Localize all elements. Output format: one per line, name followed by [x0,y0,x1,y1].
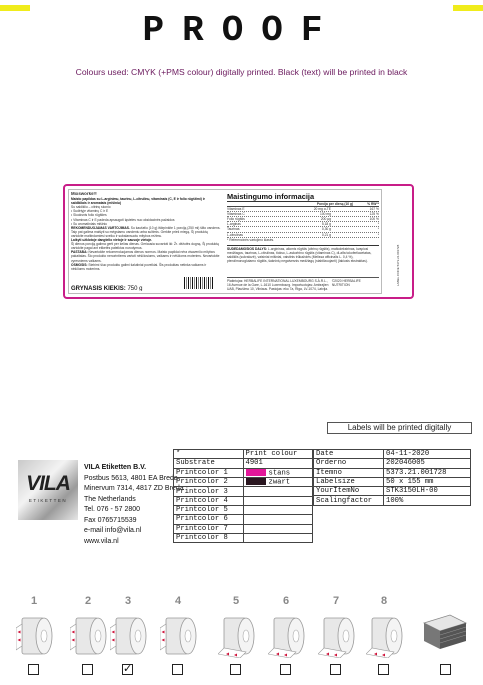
net-quantity [71,287,142,291]
order-info-value: 5373.21.001728 [384,468,471,477]
print-colour-header [174,450,313,459]
print-colour-value: 4901 [243,459,313,468]
label-bullet: • Su aromatiniais mišiniu [71,221,107,226]
print-colour-value [243,496,313,505]
print-colour-row [174,506,313,515]
sheet-stack-icon [420,609,468,653]
order-info-row [314,459,471,468]
ingredients [227,245,379,263]
proof-title: PROOF [142,10,341,51]
nutrition-pct: * [377,222,379,227]
osmolar-text: Stebimi šiuo produktu galimi šalutiniai poveikiai. Šis produktas netinka vaikams ir nėščioms moterims. [71,262,207,271]
nutrition-pct: 167 % [369,207,379,212]
vila-logo-text: VILA [26,472,70,495]
label-left-panel [71,192,221,291]
print-colour-value: zwart [243,478,313,487]
nutrition-footnote: * Referencinės vartojimo klasės. [227,237,275,242]
print-colour-value [243,524,313,533]
order-info-row [314,487,471,496]
roll-number: 7 [332,595,340,607]
roll-direction-selector [0,595,483,685]
order-info-row [314,496,471,505]
vila-logo-subtitle: ETIKETTEN [28,498,68,503]
roll-option-7[interactable] [312,595,360,685]
print-colour-value: stans [243,468,313,477]
print-colour-row [174,459,313,468]
roll-number: 1 [30,595,38,607]
ingredients-text: L-argininas, aliomis rūgštis (citrinų rūgštis), maltodekstrinas, kvapiosi medžiagos, taurinas, L-citrulinas, tiokso, L-askorbino rūgštis (vitaminas C), dl-alfa tokoferilacetatas, saldiklis (sukralozė), vaisiniai mišiniai, vaistinis trūkažolės (Melissa officinalis L. 0,4 %), pteroilmonoglutamo rūgštis, šakninių negaivesnis medžiagų (stabilizuojanti) (lakiusis ekstraktas). [227,246,372,264]
roll-number: 4 [174,595,182,607]
order-info-label: Orderno [314,459,384,468]
warn-heading: Laikyti užklotoje dangtelio vietoje ir sausoje vietoje. [71,238,153,243]
roll-checkbox[interactable] [330,664,341,675]
order-info-label: YourItemNo [314,487,384,496]
order-info-label: Itemno [314,468,384,477]
print-colour-row [174,524,313,533]
print-colour-row [174,468,313,477]
label-artwork [63,184,414,299]
nutrition-name: Folio rūgštis [227,217,245,222]
roll-option-8[interactable] [360,595,408,685]
address-right: ©2020 HERBALIFE NUTRITION [331,278,361,287]
print-colour-row [174,487,313,496]
print-colour-value [243,506,313,515]
company-line: Tel. 076 - 57 2800 [84,506,141,513]
label-bullet: • Vitaminas C ir E padeda apsaugoti ląsteles nuo oksidacinės pažaidos [71,217,175,222]
print-colour-value [243,515,313,524]
roll-number: 2 [84,595,92,607]
nutrition-pct: 125 % [369,212,379,217]
nutrition-amount: 200 μg [320,217,331,222]
roll-number: 6 [282,595,290,607]
print-colour-row [174,515,313,524]
dose-text: Su kaušeliu (10 g) ištirpinkite 1 porciją (250 ml) šilto vandens. Taip pat galima maišyti su mėgstamu vandeniu arba sultimis. Gerkite prieš miegą. Šį produktą vartokite maitindamiesi sveiku ir subalansuotu mitybos režimu. [71,225,221,238]
osmolar-heading: OSMOSIS: [71,262,88,267]
nutrition-amount: 100 mg [320,212,331,217]
nutrition-rows [227,207,379,238]
roll-option-5[interactable] [212,595,260,685]
nutrition-pct: * [377,227,379,232]
order-info-value: STK3150LH-00 [384,487,471,496]
label-bullet: • Sudėtyje vitaminų C ir E [71,209,109,214]
print-colour-label: Printcolor 1 [174,468,244,477]
company-line: Minervum 7314, 4817 ZD Breda [84,485,184,492]
nutrition-pct: 100 % [369,217,379,222]
label-roll-icon [268,610,308,658]
order-info-label: Labelsize [314,477,384,486]
print-colour-label: Printcolor 2 [174,478,244,487]
roll-checkbox[interactable] [82,664,93,675]
print-colour-label: Printcolor 7 [174,524,244,533]
company-line: Fax 0765715539 [84,516,137,524]
vila-logo [18,460,78,520]
order-info-label: Scalingfactor [314,496,384,505]
order-info-value: 04-11-2020 [384,450,471,459]
label-heading: Maisto papildas su L-arginimu, taurinu, L-citrulinu, vitaminais (C, E ir folio rūgštimi) ir saldikliais ir aromatais (mišiniu) [71,197,205,206]
nutrition-name: Vitaminas C [227,212,245,217]
label-right-panel [227,192,379,291]
roll-checkbox[interactable] [28,664,39,675]
print-colour-label: Printcolor 8 [174,533,244,542]
order-info-label: Date [314,450,384,459]
label-brand: Mixsworks® [71,192,97,196]
roll-checkbox[interactable] [280,664,291,675]
print-colour-value [243,487,313,496]
order-info-value: 100% [384,496,471,505]
roll-checkbox[interactable] [378,664,389,675]
print-colour-row [174,478,313,487]
nutrition-head-rw: % RW** [367,202,379,206]
label-roll-icon [16,610,56,658]
print-colour-row [174,496,313,505]
header-star: * [174,450,244,459]
dose-heading: REKOMENDUOJAMAS VARTOJIMAS. [71,225,130,230]
company-line: e-mail info@vila.nl [84,527,142,534]
label-side-code: LABEL CODE 5373.21.001728 [396,244,400,286]
nutrition-head-portion: Porcija per dieną (10 g) [316,202,354,206]
label-roll-icon [160,610,200,658]
roll-option-6[interactable] [262,595,310,685]
colours-note: Colours used: CMYK (+PMS colour) digitally printed. Black (text) will be printed in black [75,67,408,77]
label-roll-icon [110,610,150,658]
roll-option-1[interactable] [10,595,58,685]
roll-checkbox[interactable] [230,664,241,675]
nutrition-name: Taurinas [227,227,240,232]
nutrition-title: Maistingumo informacija [227,192,379,202]
barcode [184,277,214,289]
nutrition-name: L-citrulinas [227,232,243,237]
label-bullet: • Sluoksnis folio rūgšties [71,213,107,218]
order-info-row [314,468,471,477]
digital-print-note: Labels will be printed digitally [327,422,472,434]
order-info-row [314,450,471,459]
roll-number: 5 [232,595,240,607]
nutrition-amount: 0,21 g [321,232,331,237]
order-info-table [313,449,471,506]
roll-checkbox[interactable]: ✓ [123,663,133,675]
roll-checkbox[interactable] [172,664,183,675]
sheet-stack-checkbox[interactable] [440,664,451,675]
colour-swatch [246,478,266,485]
colour-swatch [246,469,266,476]
nutrition-name: Vitaminas E [227,207,245,212]
label-address [227,277,379,291]
order-info-value: 202046005 [384,459,471,468]
address-left: Platintojas: HERBALIFE INTERNATIONAL LUXEMBOURG S.À.R.L., 16 Avenue de la Gare, L-1610 Luxembourg. Importuotojas: Ambrajien UAB, Plaušimo 10, Vilniaus. Pastojas: eko 7a, Riga, LV-1074, Latvija. [227,278,329,291]
print-colour-label: Printcolor 3 [174,487,244,496]
note-heading: PASTABA: [71,250,88,255]
print-colour-label: Printcolor 4 [174,496,244,505]
print-colour-label: Printcolor 5 [174,506,244,515]
company-line: VILA Etiketten B.V. [84,464,147,471]
order-info-value: 50 x 155 mm [384,477,471,486]
company-info [84,463,184,547]
header-print-colour: Print colour [243,450,313,459]
print-colour-table [173,449,313,543]
nutrition-amount: 0,30 g [321,227,331,232]
label-content [68,189,382,294]
nutrition-amount: 5,18 g [321,222,331,227]
print-colour-label: Printcolor 6 [174,515,244,524]
nutrition-amount: 20 mg α-TE [313,207,331,212]
label-roll-icon [366,610,406,658]
company-line: Postbus 5613, 4801 EA Breda [84,474,178,482]
note-text: Nevartokite rekomenduojamos dienos normos. Maisto papildai nėra visaverčio mitybos pakaitalas. Šio produkto nenorintiems vartoti nėščiosioms, vaikams ir nėščioms moterims. Nevartokite vyresniems vaikams. [71,250,220,263]
nutrition-pct: * [377,232,379,237]
roll-number: 8 [380,595,388,607]
roll-option-4[interactable] [154,595,202,685]
net-quantity-value: 750 g [127,285,143,291]
roll-number: 3 [124,595,132,607]
label-roll-icon [318,610,358,658]
order-info-row [314,477,471,486]
print-colour-label: Substrate [174,459,244,468]
nutrition-name: L-arginas [227,222,241,227]
roll-option-3[interactable] [104,595,152,685]
company-line: The Netherlands [84,495,136,503]
print-colour-value [243,533,313,542]
label-roll-icon [218,610,258,658]
ingredients-heading: SUDEDAMOSIOS DALYS: [227,246,267,251]
company-line: www.vila.nl [84,537,119,545]
warn-text: Šį dienos porciją galima gerti per kelias dienas. Geriausia suvartoti iki: Žr. dėžutės dugną. Šį produktą vartokite pagal ant etiketės pateiktus nurodymus. [71,242,219,251]
print-colour-row [174,533,313,542]
label-bullet: Su saldikliu – citrinų skonio [71,205,111,210]
net-quantity-label: GRYNASIS KIEKIS: [71,285,126,291]
